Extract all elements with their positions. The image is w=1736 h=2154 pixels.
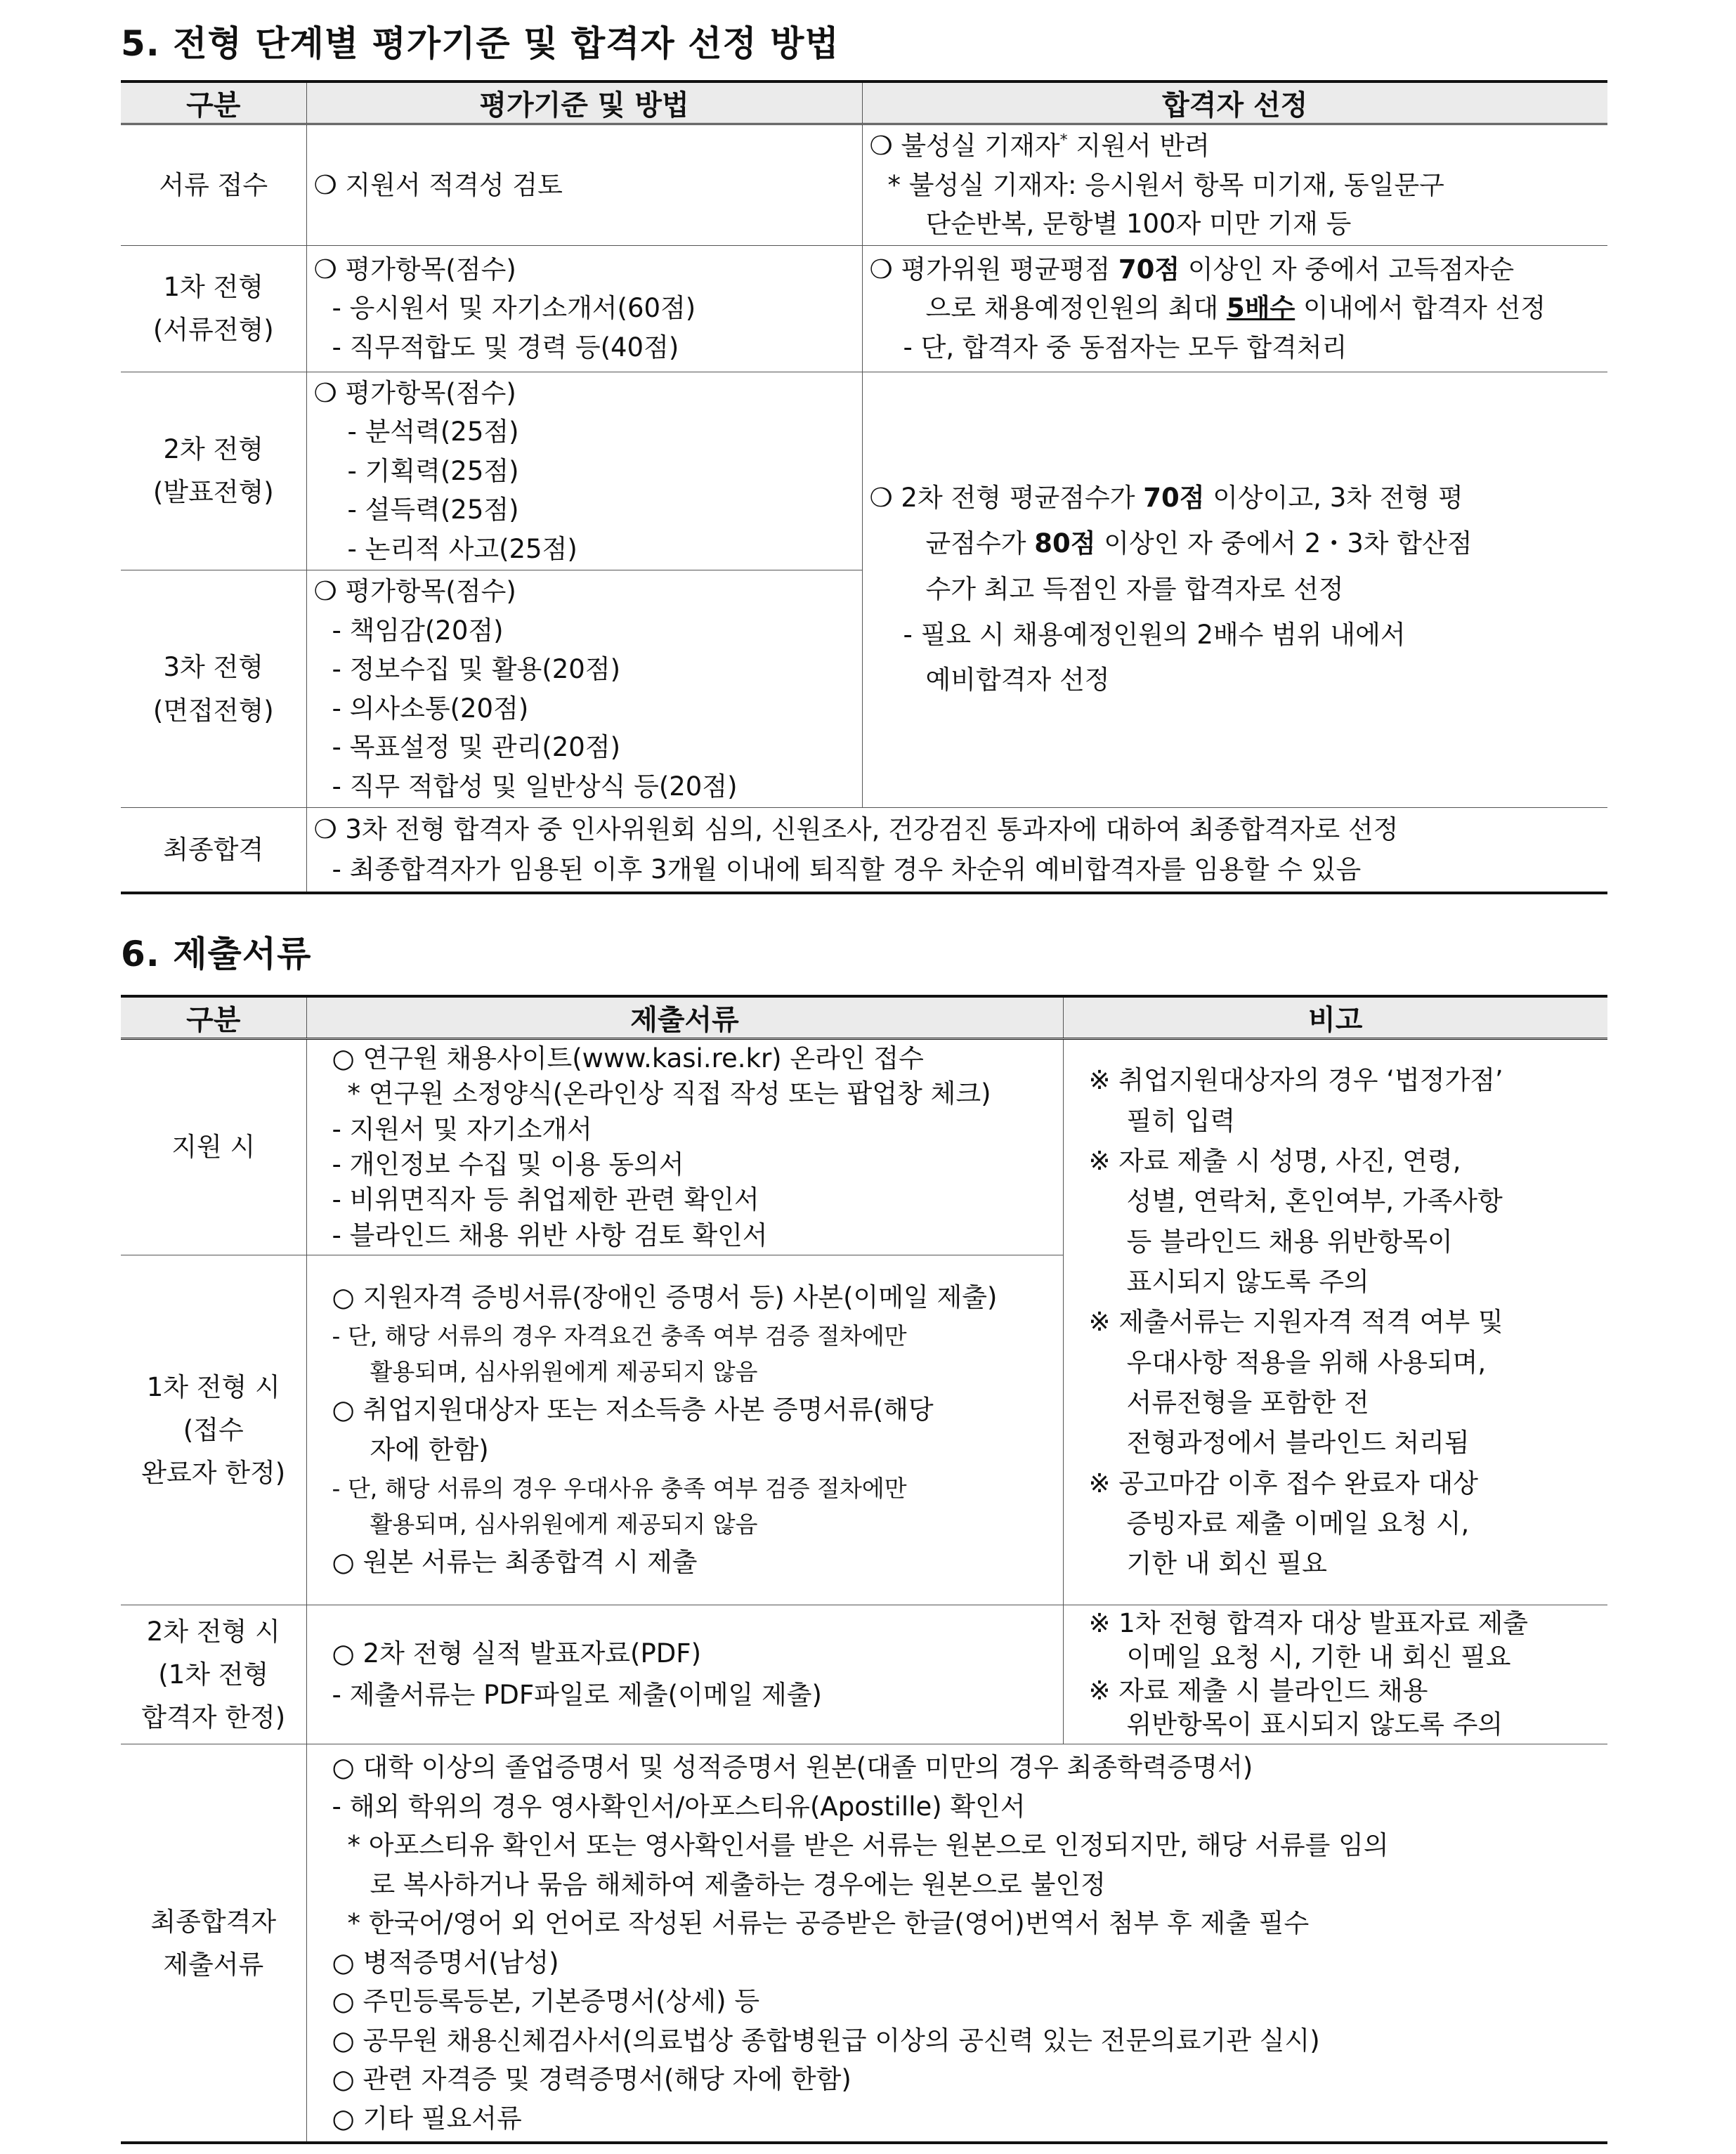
note-line: 전형과정에서 블라인드 처리됨	[1126, 1428, 1470, 1458]
note-line: 증빙자료 제출 이메일 요청 시,	[1126, 1508, 1470, 1539]
category-line: (면접전형)	[152, 695, 274, 726]
selection-text: 이상이고, 3차 전형 평	[1204, 483, 1463, 514]
criteria-cell	[306, 372, 862, 570]
criteria-cell	[306, 570, 862, 808]
document-line: ○ 원본 서류는 최종합격 시 제출	[332, 1547, 698, 1577]
note-line: 서류전형을 포함한 전	[1126, 1387, 1369, 1418]
documents-cell	[306, 1744, 1607, 2143]
notes-cell	[1063, 1605, 1607, 1744]
criteria-line: - 정보수집 및 활용(20점)	[332, 654, 621, 684]
selection-line	[870, 126, 1601, 166]
document-line: - 해외 학위의 경우 영사확인서/아포스티유(Apostille) 확인서	[332, 1791, 1026, 1822]
criteria-line: - 기획력(25점)	[347, 455, 519, 486]
category-line: 1차 전형 시	[146, 1371, 280, 1402]
document-line: ○ 관련 자격증 및 경력증명서(해당 자에 한함)	[332, 2064, 851, 2095]
table-row	[121, 124, 1607, 246]
selection-line: - 필요 시 채용예정인원의 2배수 범위 내에서	[903, 619, 1406, 650]
note-line: ※ 제출서류는 지원자격 적격 여부 및	[1088, 1307, 1503, 1338]
note-line: 우대사항 적용을 위해 사용되며,	[1126, 1347, 1487, 1378]
criteria-line: - 의사소통(20점)	[332, 693, 529, 724]
category-line: 합격자 한정)	[141, 1702, 286, 1732]
final-line: - 최종합격자가 임용된 이후 3개월 이내에 퇴직할 경우 차순위 예비합격자를 임용할 수 있음	[332, 854, 1362, 885]
table-row	[121, 245, 1607, 372]
selection-criteria-table	[121, 80, 1607, 894]
criteria-line: ❍ 지원서 적격성 검토	[313, 169, 563, 200]
final-line: ❍ 3차 전형 합격자 중 인사위원회 심의, 신원조사, 건강검진 통과자에 대하여 최종합격자로 선정	[313, 814, 1399, 844]
documents-cell	[306, 1255, 1063, 1605]
note-line: ※ 취업지원대상자의 경우 ‘법정가점’	[1088, 1065, 1503, 1096]
selection-line: 예비합격자 선정	[925, 665, 1110, 696]
row-category	[121, 1744, 306, 2143]
header-documents: 제출서류	[306, 996, 1063, 1039]
document-line: ○ 취업지원대상자 또는 저소득층 사본 증명서류(해당	[332, 1395, 934, 1425]
header-notes: 비고	[1063, 996, 1607, 1039]
document-line: * 아포스티유 확인서 또는 영사확인서를 받은 서류는 원본으로 인정되지만, 해당 서류를 임의	[347, 1830, 1389, 1861]
header-criteria: 평가기준 및 방법	[306, 81, 862, 124]
selection-line	[870, 476, 1601, 521]
documents-cell	[306, 1039, 1063, 1255]
note-line: 표시되지 않도록 주의	[1126, 1266, 1369, 1297]
document-line: ○ 연구원 채용사이트(www.kasi.re.kr) 온라인 접수	[332, 1043, 924, 1073]
selection-cell	[862, 372, 1607, 808]
document-line: 자에 한함)	[370, 1435, 489, 1466]
selection-cell	[862, 124, 1607, 246]
criteria-line: - 응시원서 및 자기소개서(60점)	[332, 293, 696, 324]
category-line: 2차 전형	[163, 434, 264, 465]
table-row	[121, 1744, 1607, 2143]
note-line: 위반항목이 표시되지 않도록 주의	[1126, 1709, 1503, 1740]
document-line: * 연구원 소정양식(온라인상 직접 작성 또는 팝업창 체크)	[347, 1078, 991, 1109]
table-row	[121, 1605, 1607, 1744]
document-line: - 단, 해당 서류의 경우 자격요건 충족 여부 검증 절차에만	[332, 1321, 907, 1350]
selection-text: ❍ 2차 전형 평균점수가	[869, 483, 1144, 514]
document-line: 로 복사하거나 묶음 해체하여 제출하는 경우에는 원본으로 불인정	[370, 1869, 1106, 1900]
documents-cell	[306, 1605, 1063, 1744]
table-header-row	[121, 996, 1607, 1039]
note-line: ※ 자료 제출 시 블라인드 채용	[1088, 1676, 1428, 1706]
criteria-line: - 분석력(25점)	[347, 417, 519, 447]
note-line: 성별, 연락처, 혼인여부, 가족사항	[1126, 1186, 1503, 1217]
table-row	[121, 1039, 1607, 1255]
document-line: - 비위면직자 등 취업제한 관련 확인서	[332, 1184, 759, 1215]
criteria-line: - 직무적합도 및 경력 등(40점)	[332, 332, 679, 363]
criteria-line: ❍ 평가항목(점수)	[313, 377, 516, 408]
section6-title: 6. 제출서류	[121, 934, 312, 974]
score-threshold: 70점	[1143, 483, 1205, 514]
document-line: ○ 2차 전형 실적 발표자료(PDF)	[332, 1638, 702, 1669]
final-cell	[306, 808, 1607, 893]
selection-text: 이상인 자 중에서 고득점자순	[1180, 254, 1515, 285]
criteria-line: - 목표설정 및 관리(20점)	[332, 732, 621, 762]
category-line: (서류전형)	[152, 315, 274, 345]
selection-line	[870, 250, 1601, 289]
category-line: 3차 전형	[163, 652, 264, 683]
criteria-line: ❍ 평가항목(점수)	[313, 576, 516, 606]
document-line: - 블라인드 채용 위반 사항 검토 확인서	[332, 1220, 768, 1251]
category-line: (발표전형)	[152, 477, 274, 508]
selection-text: 이내에서 합격자 선정	[1295, 293, 1546, 324]
category-line: 제출서류	[163, 1949, 264, 1980]
document-line: - 단, 해당 서류의 경우 우대사유 충족 여부 검증 절차에만	[332, 1474, 907, 1502]
selection-text: 으로 채용예정인원의 최대	[925, 293, 1227, 324]
selection-line: * 불성실 기재자: 응시원서 항목 미기재, 동일문구	[887, 169, 1444, 200]
selection-cell	[862, 245, 1607, 372]
row-category	[121, 245, 306, 372]
score-threshold: 80점	[1034, 528, 1096, 559]
header-category: 구분	[121, 81, 306, 124]
criteria-line: - 책임감(20점)	[332, 615, 504, 646]
category-line: (접수	[183, 1414, 244, 1445]
note-line: 등 블라인드 채용 위반항목이	[1126, 1226, 1453, 1257]
note-line: ※ 자료 제출 시 성명, 사진, 연령,	[1088, 1145, 1461, 1176]
section5-title: 5. 전형 단계별 평가기준 및 합격자 선정 방법	[121, 23, 840, 64]
score-threshold: 70점	[1118, 254, 1180, 285]
criteria-line: ❍ 평가항목(점수)	[313, 254, 516, 285]
notes-cell	[1063, 1039, 1607, 1605]
table-row	[121, 372, 1607, 570]
note-line: 필히 입력	[1126, 1105, 1236, 1136]
criteria-line: - 직무 적합성 및 일반상식 등(20점)	[332, 771, 738, 802]
selection-line	[870, 289, 1601, 328]
category-line: 2차 전형 시	[146, 1616, 280, 1647]
multiple-limit: 5배수	[1226, 293, 1296, 324]
header-category: 구분	[121, 996, 306, 1039]
document-line: - 지원서 및 자기소개서	[332, 1114, 592, 1144]
document-line: ○ 공무원 채용신체검사서(의료법상 종합병원급 이상의 공신력 있는 전문의료기관 실시)	[332, 2025, 1320, 2056]
criteria-line: - 논리적 사고(25점)	[347, 533, 577, 564]
row-category: 최종합격	[121, 808, 306, 893]
category-line: 최종합격자	[150, 1906, 277, 1937]
selection-line: 수가 최고 득점인 자를 합격자로 선정	[925, 573, 1344, 604]
selection-line: 단순반복, 문항별 100자 미만 기재 등	[925, 209, 1352, 239]
note-line: ※ 공고마감 이후 접수 완료자 대상	[1088, 1468, 1478, 1499]
selection-text: ❍ 평가위원 평균평점	[869, 254, 1118, 285]
row-category: 서류 접수	[121, 124, 306, 246]
document-line: - 개인정보 수집 및 이용 동의서	[332, 1149, 684, 1180]
note-line: ※ 1차 전형 합격자 대상 발표자료 제출	[1088, 1608, 1528, 1639]
document-line: * 한국어/영어 외 언어로 작성된 서류는 공증받은 한글(영어)번역서 첨부 후 제출 필수	[347, 1908, 1310, 1939]
header-selection: 합격자 선정	[862, 81, 1607, 124]
category-line: (1차 전형	[158, 1659, 269, 1690]
category-line: 완료자 한정)	[141, 1457, 286, 1488]
document-line: 활용되며, 심사위원에게 제공되지 않음	[370, 1510, 758, 1538]
row-category: 지원 시	[121, 1039, 306, 1255]
table-header-row	[121, 81, 1607, 124]
selection-line: - 단, 합격자 중 동점자는 모두 합격처리	[903, 332, 1347, 363]
document-line: ○ 병적증명서(남성)	[332, 1947, 559, 1978]
criteria-cell	[306, 124, 862, 246]
document-line: - 제출서류는 PDF파일로 제출(이메일 제출)	[332, 1680, 822, 1711]
selection-text: ❍ 불성실 기재자	[869, 131, 1060, 161]
selection-text: 이상인 자 중에서 2・3차 합산점	[1095, 528, 1473, 559]
document-line: 활용되며, 심사위원에게 제공되지 않음	[370, 1357, 758, 1385]
documents-table	[121, 995, 1607, 2144]
selection-text: 균점수가	[925, 528, 1035, 559]
criteria-line: - 설득력(25점)	[347, 495, 519, 525]
table-row	[121, 808, 1607, 893]
row-category	[121, 570, 306, 808]
note-line: 이메일 요청 시, 기한 내 회신 필요	[1126, 1642, 1511, 1673]
document-line: ○ 기타 필요서류	[332, 2103, 522, 2134]
criteria-cell	[306, 245, 862, 372]
row-category	[121, 372, 306, 570]
row-category	[121, 1255, 306, 1605]
row-category	[121, 1605, 306, 1744]
selection-text: 지원서 반려	[1067, 131, 1210, 161]
category-line: 1차 전형	[163, 271, 264, 302]
note-line: 기한 내 회신 필요	[1126, 1548, 1327, 1579]
document-line: ○ 지원자격 증빙서류(장애인 증명서 등) 사본(이메일 제출)	[332, 1282, 998, 1313]
document-line: ○ 주민등록등본, 기본증명서(상세) 등	[332, 1986, 760, 2017]
document-line: ○ 대학 이상의 졸업증명서 및 성적증명서 원본(대졸 미만의 경우 최종학력증명서)	[332, 1752, 1253, 1783]
footnote-mark: *	[1059, 131, 1068, 150]
selection-line	[870, 521, 1601, 567]
